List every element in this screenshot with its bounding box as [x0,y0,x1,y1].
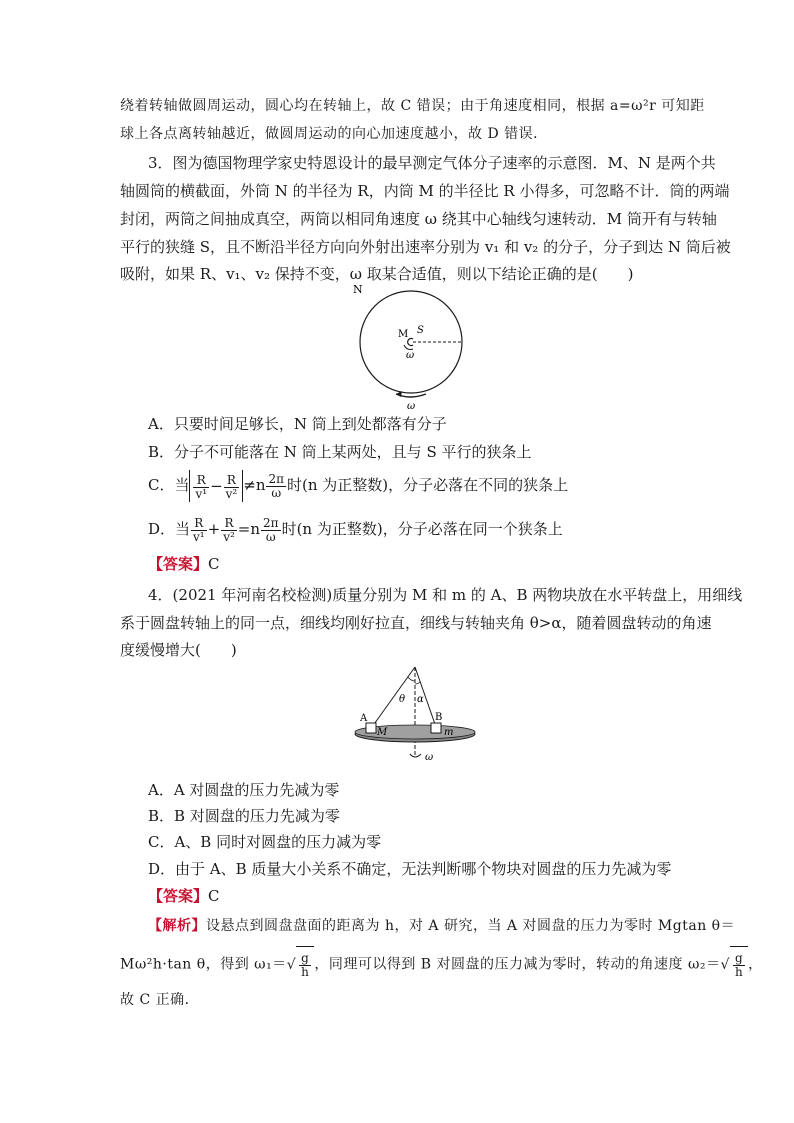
q3-option-d: D．当 $\frac{R}{\text{v¹}}$ + $\frac{R}{\text{v²}}$ =n $\frac{2\pi}{\omega}$ 时(n 为正整数)，分子必落在同一个狭条上 [148,515,563,544]
q3-option-d-prefix: D．当 [148,520,191,538]
q3-answer [148,554,220,574]
q3-stem-line-2: 轴圆筒的横截面，外筒 N 的半径为 R，内筒 M 的半径比 R 小得多，可忽略不计．筒的两端 [120,182,730,200]
angle-theta-arc [408,677,415,681]
q3-option-d-suffix: 时(n 为正整数)，分子必落在同一个狭条上 [281,520,563,538]
angle-alpha-arc [415,682,420,684]
sqrt-g-over-h-2: √ $\frac{g}{h}$ [721,946,749,983]
fraction-r-v1: $\frac{R}{\text{v¹}}$ [195,472,208,501]
label-s: S [417,325,424,336]
analysis-tag: 【解析】 [148,918,206,934]
q4-turntable-figure [350,662,480,774]
prev-solution-line-2: 球上各点离转轴越近，做圆周运动的向心加速度越小，故 D 错误． [120,126,548,142]
inner-cylinder-m [408,339,413,346]
label-n: N [353,283,363,296]
prev-solution-line-1: 绕着转轴做圆周运动，圆心均在转轴上，故 C 错误；由于角速度相同，根据 a=ω²r 可知距 [120,98,705,114]
q3-option-c-suffix: 时(n 为正整数)，分子必落在不同的狭条上 [287,476,569,494]
fraction-2pi-omega-d: $\frac{2\pi}{\omega}$ [263,515,279,544]
q3-stem-line-5: 吸附，如果 R、v₁、v₂ 保持不变，ω 取某合适值，则以下结论正确的是( ) [120,265,634,283]
q4-stem-line-2: 系于圆盘转轴上的同一点，细线均刚好拉直，细线与转轴夹角 θ>α，随着圆盘转动的角速 [120,614,712,632]
label-omega: ω [425,752,434,763]
q3-stem-line-1: 3．图为德国物理学家史特恩设计的最早测定气体分子速率的示意图．M、N 是两个共 [148,154,716,172]
label-mass-big: M [377,727,388,738]
fraction-r-v1-d: $\frac{R}{\text{v¹}}$ [193,515,205,544]
block-a [366,723,376,733]
abs-expression: $\frac{R}{\text{v¹}}$ − $\frac{R}{\text{v²}}$ [189,470,243,502]
q4-answer [148,886,220,906]
q3-option-b: B．分子不可能落在 N 筒上某两处，且与 S 平行的狭条上 [148,443,532,461]
block-b [431,723,441,733]
q4-stem-line-3: 度缓慢增大( ) [120,641,237,659]
q4-option-b: B．B 对圆盘的压力先减为零 [148,807,340,825]
label-b: B [435,712,443,723]
q4-option-a: A．A 对圆盘的压力先减为零 [148,781,340,799]
outer-cylinder-n [360,291,462,393]
q3-option-c-prefix: C．当 [148,476,190,494]
q4-analysis-line-3: 故 C 正确． [120,992,200,1008]
fraction-2pi-omega: $\frac{2\pi}{\omega}$ [268,471,285,500]
sqrt-g-over-h-1: √ $\frac{g}{h}$ [287,946,315,983]
q4-stem-line-1: 4．(2021 年河南名校检测)质量分别为 M 和 m 的 A、B 两物块放在水平转盘上，用细线 [148,586,743,604]
q4-analysis-line-2: Mω²h·tan θ，得到 ω₁＝√ $\frac{g}{h}$ ，同理可以得到 B 对圆盘的压力减为零时，转动的角速度 ω₂＝√ $\frac{g}{h}$ ， [120,946,763,983]
answer-value: C [208,555,220,573]
answer-tag: 【答案】 [148,887,209,905]
label-theta: θ [399,694,406,705]
string-to-a [372,667,415,727]
q3-option-c: C．当 $\frac{R}{\text{v¹}}$ − $\frac{R}{\text{v²}}$ ≠n $\frac{2\pi}{\omega}$ 时(n 为正整数)，分子必落在不同的狭条上 [148,471,569,501]
q3-cylinder-figure [350,282,480,412]
label-omega-outer: ω [407,401,416,412]
fraction-r-v2: $\frac{R}{\text{v²}}$ [225,472,238,501]
q3-stem-line-4: 平行的狭缝 S，且不断沿半径方向向外射出速率分别为 v₁ 和 v₂ 的分子，分子到达 N 筒后被 [120,238,731,256]
label-omega-inner: ω [406,350,415,361]
q4-option-d: D．由于 A、B 质量大小关系不确定，无法判断哪个物块对圆盘的压力先减为零 [148,860,672,878]
label-a: A [360,713,368,724]
answer-tag: 【答案】 [148,555,209,573]
label-alpha: α [417,694,424,705]
q4-option-c: C．A、B 同时对圆盘的压力减为零 [148,833,382,851]
q3-option-a: A．只要时间足够长，N 筒上到处都落有分子 [148,415,447,433]
q4-analysis-line-1: 【解析】设悬点到圆盘盘面的距离为 h，对 A 研究，当 A 对圆盘的压力为零时 Mgtan θ＝ [148,918,736,934]
answer-value: C [208,887,220,905]
q3-stem-line-3: 封闭，两筒之间抽成真空，两筒以相同角速度 ω 绕其中心轴线匀速转动．M 筒开有与转轴 [120,210,717,228]
fraction-r-v2-d: $\frac{R}{\text{v²}}$ [223,515,235,544]
label-m: M [398,329,409,340]
label-mass-small: m [444,727,454,738]
